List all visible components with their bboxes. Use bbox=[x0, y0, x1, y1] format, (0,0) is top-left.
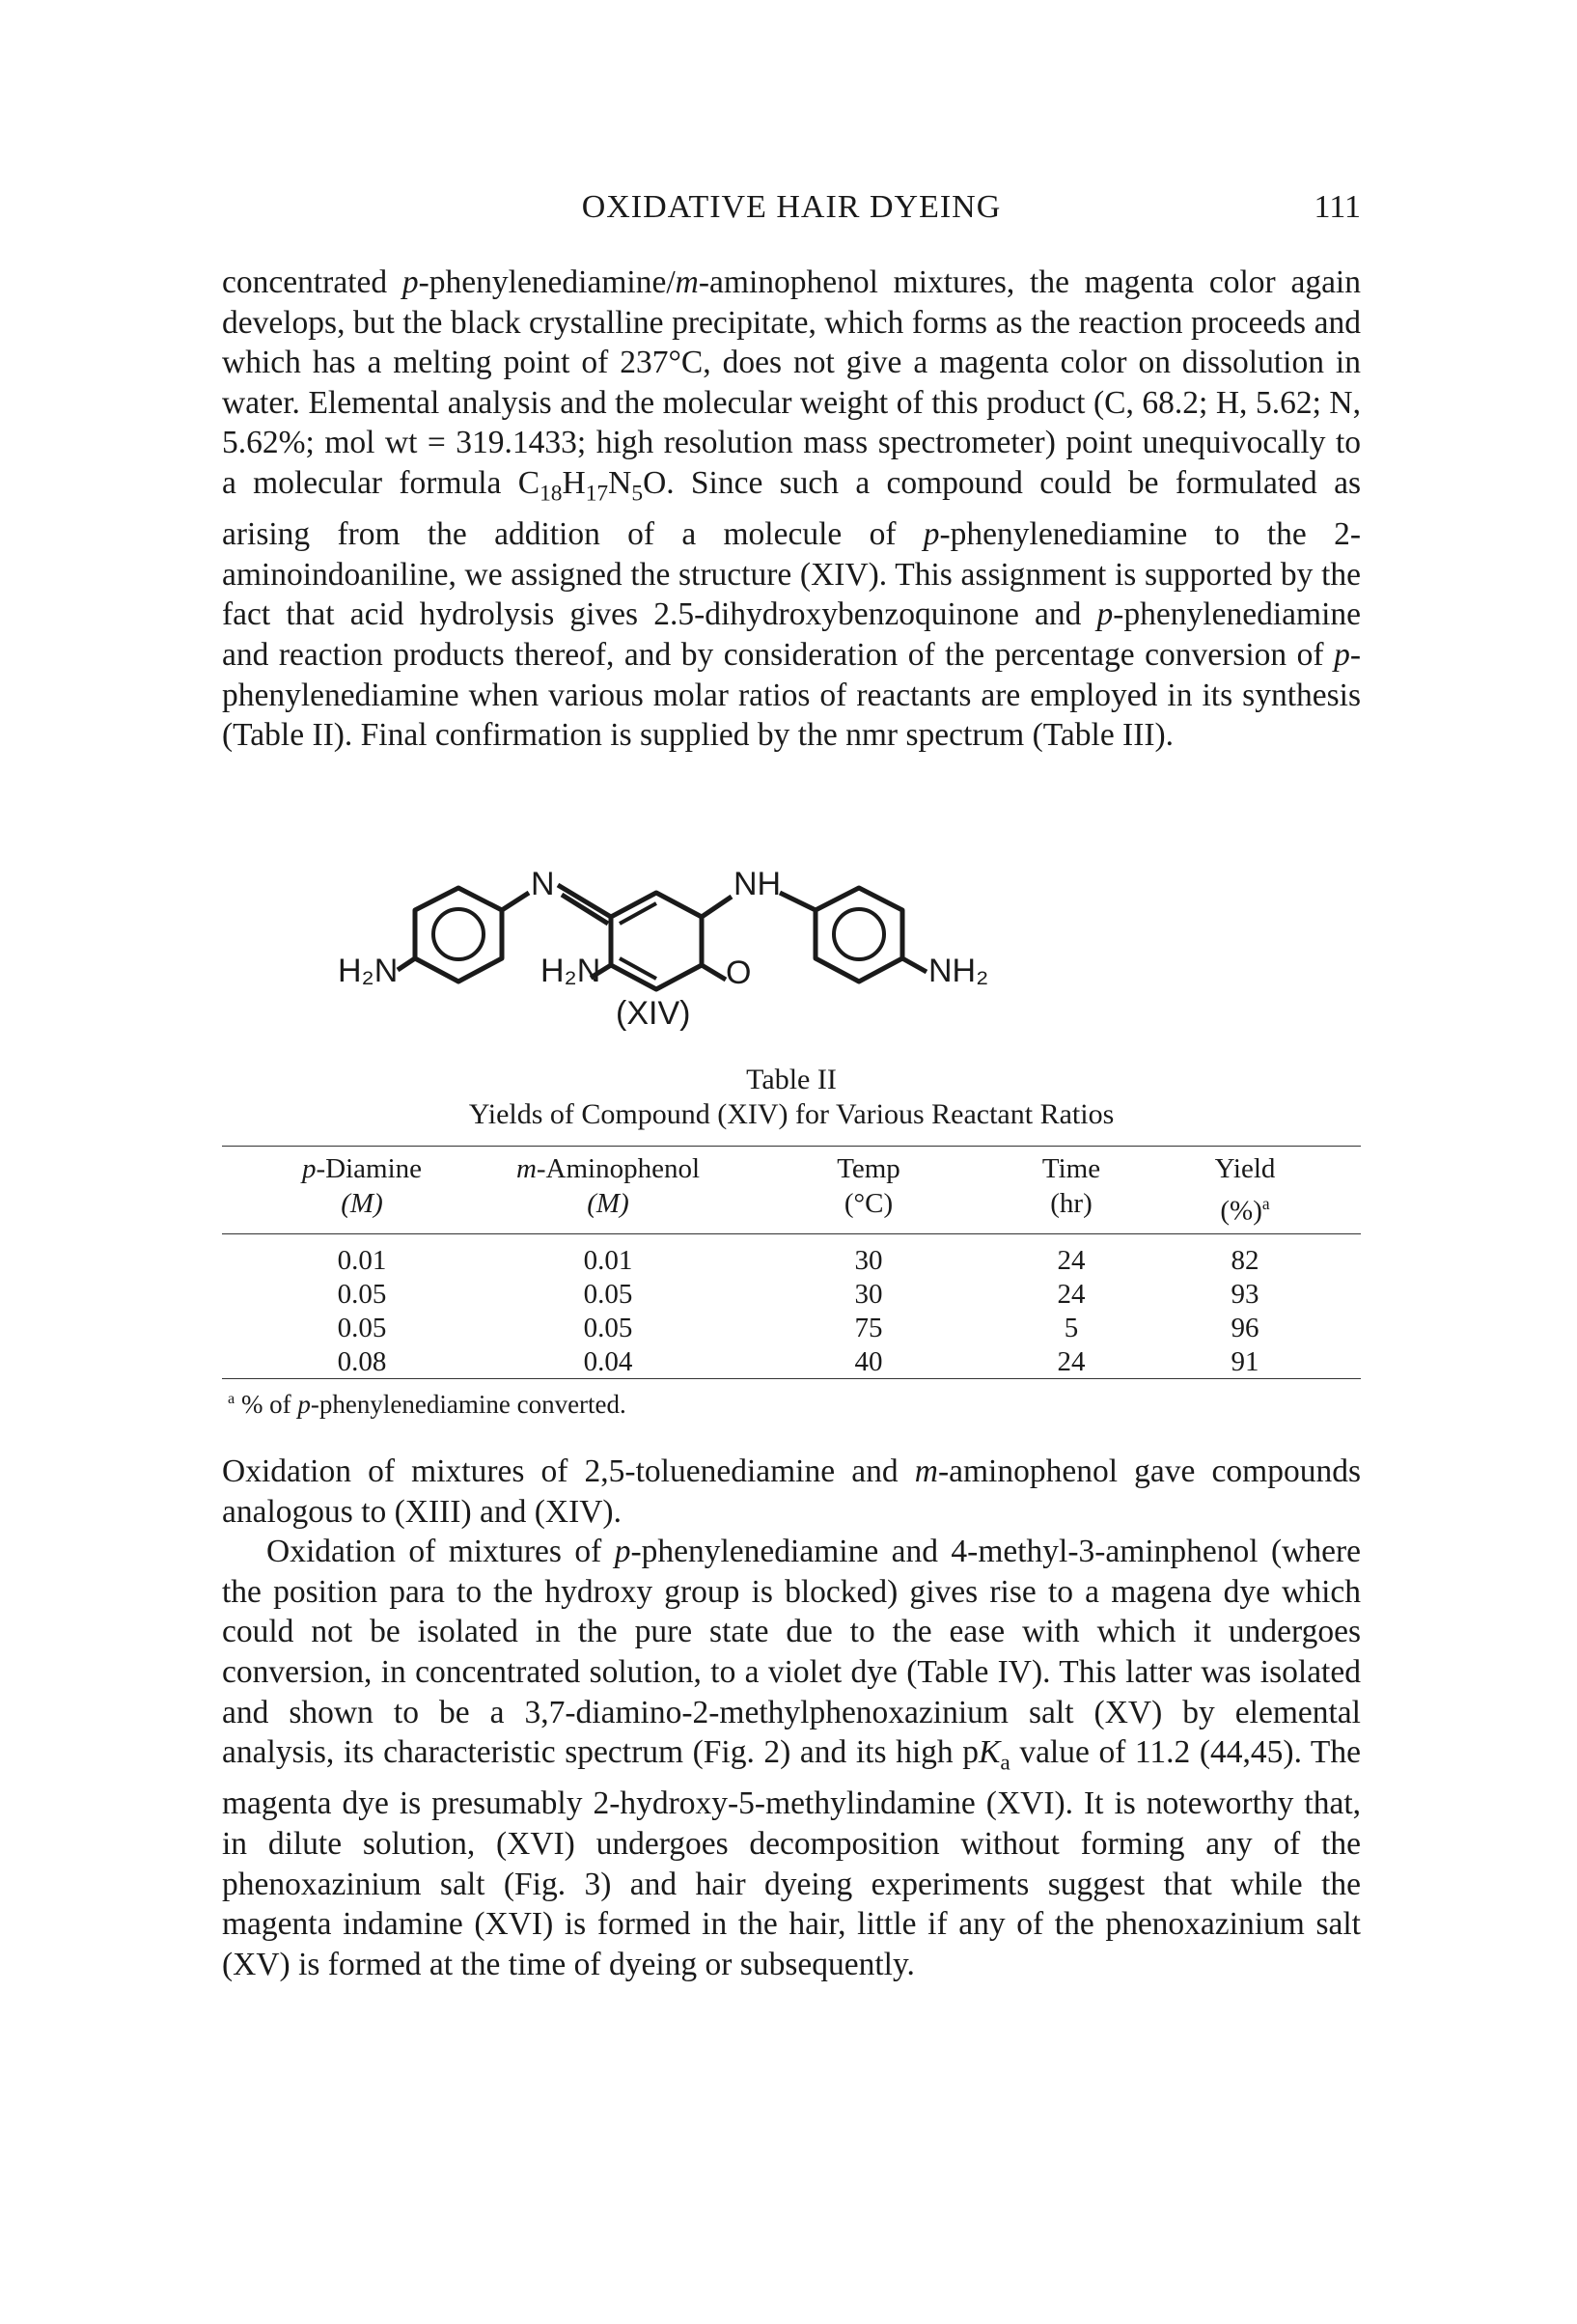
right-ring-circle bbox=[834, 909, 884, 959]
bridge-nh-label: NH bbox=[733, 866, 782, 902]
left-benzene-ring bbox=[415, 888, 502, 982]
oxo-label: O bbox=[726, 954, 752, 991]
table-cell: 75 bbox=[854, 1313, 883, 1343]
col-header-temp: Temp (°C) bbox=[837, 1153, 900, 1219]
paragraph-3: Oxidation of mixtures of p-phenylenediamine and 4-methyl-3-aminphenol (where the position para to the hydroxy group is blocked) gives rise to a magena dye which could not be isolated in the pure state due to the ease with which it undergoes conversion, in concentrated solution, to a violet dye (Table IV). This latter was isolated and shown to be a 3,7-diamino-2-methylphenoxazinium salt (XV) by elemental analysis, its characteristic spectrum (Fig. 2) and its high $pK_a$ value of 11.2 (44,45). The magenta dye is presumably 2-hydroxy-5-methylindamine (XVI). It is noteworthy that, in dilute solution, (XVI) undergoes decomposition without forming any of the phenoxazinium salt (Fig. 3) and hair dyeing experiments suggest that while the magenta indamine (XVI) is formed in the hair, little if any of the phenoxazinium salt (XV) is formed at the time of dyeing or subsequently. bbox=[222, 1534, 1362, 1982]
table-cell: 30 bbox=[854, 1279, 883, 1310]
compound-label: (XIV) bbox=[616, 995, 691, 1032]
table-cell: 0.05 bbox=[337, 1279, 387, 1310]
bridge-n-label: N bbox=[531, 866, 555, 902]
center-quinoid-ring bbox=[611, 893, 702, 989]
left-amine-label: H₂N bbox=[338, 953, 399, 989]
table-top-rule bbox=[222, 1146, 1361, 1147]
table-cell: 0.05 bbox=[337, 1313, 387, 1343]
body-text-bottom bbox=[222, 1452, 1361, 1984]
table-cell: 93 bbox=[1231, 1279, 1259, 1310]
table-cell: 40 bbox=[854, 1346, 883, 1377]
left-ring-circle bbox=[433, 909, 484, 959]
running-head: OXIDATIVE HAIR DYEING bbox=[581, 189, 1002, 225]
table-cell: 24 bbox=[1057, 1279, 1086, 1310]
table-cell: 24 bbox=[1057, 1346, 1086, 1377]
right-amine-label: NH₂ bbox=[928, 953, 989, 989]
table-footnote: $^a$ % of p-phenylenediamine converted. bbox=[228, 1390, 626, 1419]
table-cell: 24 bbox=[1057, 1245, 1086, 1276]
col-header-yield: Yield (%)$^a$ bbox=[1214, 1153, 1276, 1227]
table-header-rule bbox=[222, 1233, 1361, 1234]
table-cell: 0.08 bbox=[337, 1346, 387, 1377]
col-header-p-diamine: p-Diamine (M) bbox=[301, 1153, 422, 1219]
right-benzene-ring bbox=[816, 888, 902, 982]
col-header-m-aminophenol: m-Aminophenol (M) bbox=[515, 1153, 701, 1219]
table-cell: 0.04 bbox=[583, 1346, 633, 1377]
table-caption-title: Yields of Compound (XIV) for Various Reactant Ratios bbox=[468, 1098, 1115, 1130]
page-header bbox=[222, 189, 1361, 235]
table-cell: 5 bbox=[1064, 1313, 1079, 1343]
table-cell: 30 bbox=[854, 1245, 883, 1276]
body-text-top bbox=[222, 263, 1361, 756]
table-cell: 0.01 bbox=[583, 1245, 633, 1276]
table-cell: 82 bbox=[1231, 1245, 1259, 1276]
table-cell: 0.05 bbox=[583, 1279, 633, 1310]
center-amine-label: H₂N bbox=[540, 953, 601, 989]
paragraph-1: concentrated p-phenylenediamine/m-aminophenol mixtures, the magenta color again develops, but the black crystalline precipitate, which forms as the reaction proceeds and which has a melting point of 237°C, does not give a magenta color on dissolution in water. Elemental analysis and the molecular weight of this product (C, 68.2; H, 5.62; N, 5.62%; mol wt = 319.1433; high resolution mass spectrometer) point unequivocally to a molecular formula $C_{18}H_{17}N_5O$. Since such a compound could be formulated as arising from the addition of a molecule of p-phenylenediamine to the 2-aminoindoaniline, we assigned the structure (XIV). This assignment is supported by the fact that acid hydrolysis gives 2.5-dihydroxybenzoquinone and p-phenylenediamine and reaction products thereof, and by consideration of the percentage conversion of p-phenylenediamine when various molar ratios of reactants are employed in its synthesis (Table II). Final confirmation is supplied by the nmr spectrum (Table III). bbox=[222, 264, 1361, 754]
table-cell: 91 bbox=[1231, 1346, 1259, 1377]
chemical-structure-xiv bbox=[338, 854, 1235, 1032]
table-cell: 0.05 bbox=[583, 1313, 633, 1343]
paragraph-2: Oxidation of mixtures of 2,5-toluenediamine and m-aminophenol gave compounds analogous to (XIII) and (XIV). bbox=[222, 1453, 1361, 1530]
table-cell: 0.01 bbox=[337, 1245, 387, 1276]
table-cell: 96 bbox=[1231, 1313, 1259, 1343]
table-caption-number: Table II bbox=[746, 1064, 837, 1095]
page-number: 111 bbox=[1314, 189, 1361, 225]
col-header-time: Time (hr) bbox=[1041, 1153, 1101, 1219]
